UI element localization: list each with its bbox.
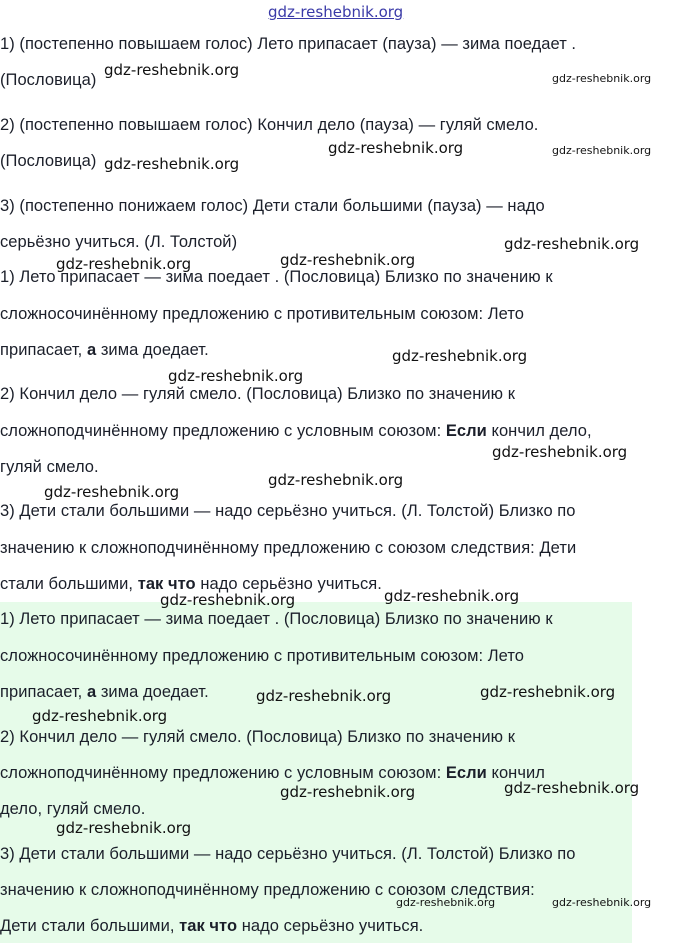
section1-line-2: (Пословица) bbox=[0, 71, 97, 89]
watermark: gdz-reshebnik.org bbox=[396, 896, 496, 909]
watermark: gdz-reshebnik.org bbox=[168, 367, 304, 385]
section3-line-5c: кончил bbox=[486, 764, 545, 782]
watermark-top: gdz-reshebnik.org bbox=[268, 3, 404, 21]
watermark: gdz-reshebnik.org bbox=[160, 591, 296, 609]
section1-line-1: 1) (постепенно повышаем голос) Лето припасает (пауза) — зима поедает . bbox=[0, 35, 577, 53]
section3-line-3a: припасает, bbox=[0, 683, 87, 701]
watermark: gdz-reshebnik.org bbox=[280, 783, 416, 801]
watermark: gdz-reshebnik.org bbox=[552, 896, 652, 909]
section2-line-4: 2) Кончил дело — гуляй смело. (Пословица) Близко по значению к bbox=[0, 385, 515, 403]
section3-line-5-bold: Если bbox=[445, 764, 487, 782]
watermark: gdz-reshebnik.org bbox=[392, 347, 528, 365]
section3-line-9a: Дети стали большими, bbox=[0, 917, 180, 935]
watermark: gdz-reshebnik.org bbox=[104, 155, 240, 173]
section3-line-7: 3) Дети стали большими — надо серьёзно учиться. (Л. Толстой) Близко по bbox=[0, 845, 576, 863]
section3-line-1: 1) Лето припасает — зима поедает . (Пословица) Близко по значению к bbox=[0, 610, 553, 628]
watermark: gdz-reshebnik.org bbox=[504, 779, 640, 797]
watermark: gdz-reshebnik.org bbox=[256, 687, 392, 705]
watermark: gdz-reshebnik.org bbox=[56, 819, 192, 837]
watermark: gdz-reshebnik.org bbox=[104, 61, 240, 79]
section2-line-7: 3) Дети стали большими — надо серьёзно учиться. (Л. Толстой) Близко по bbox=[0, 502, 576, 520]
section3-line-3 bbox=[0, 682, 209, 702]
section3-line-3-bold: а bbox=[86, 683, 97, 701]
watermark: gdz-reshebnik.org bbox=[384, 587, 520, 605]
section2-line-1: 1) Лето припасает — зима поедает . (Пословица) Близко по значению к bbox=[0, 268, 553, 286]
watermark: gdz-reshebnik.org bbox=[552, 72, 652, 85]
section2-line-9c: надо серьёзно учиться. bbox=[195, 575, 382, 593]
section3-line-4: 2) Кончил дело — гуляй смело. (Пословица) Близко по значению к bbox=[0, 728, 515, 746]
section3-line-5 bbox=[0, 763, 545, 783]
section2-line-3-bold: а bbox=[86, 341, 97, 359]
section3-line-9-bold: так что bbox=[179, 917, 238, 935]
watermark: gdz-reshebnik.org bbox=[268, 471, 404, 489]
watermark: gdz-reshebnik.org bbox=[492, 443, 628, 461]
watermark: gdz-reshebnik.org bbox=[32, 707, 168, 725]
section2-line-5a: сложноподчинённому предложению с условным союзом: bbox=[0, 422, 446, 440]
section2-line-9a: стали большими, bbox=[0, 575, 138, 593]
section2-line-2: сложносочинённому предложению с противительным союзом: Лето bbox=[0, 305, 525, 323]
section2-line-3 bbox=[0, 340, 209, 360]
section3-line-8: значению к сложноподчинённому предложению с союзом следствия: bbox=[0, 881, 535, 899]
watermark: gdz-reshebnik.org bbox=[504, 235, 640, 253]
section2-line-3c: зима доедает. bbox=[96, 341, 209, 359]
section2-line-5-bold: Если bbox=[445, 422, 487, 440]
watermark: gdz-reshebnik.org bbox=[56, 255, 192, 273]
watermark: gdz-reshebnik.org bbox=[552, 144, 652, 157]
section2-line-8: значению к сложноподчинённому предложению с союзом следствия: Дети bbox=[0, 539, 577, 557]
watermark: gdz-reshebnik.org bbox=[480, 683, 616, 701]
watermark: gdz-reshebnik.org bbox=[280, 251, 416, 269]
section3-line-5a: сложноподчинённому предложению с условным союзом: bbox=[0, 764, 446, 782]
watermark: gdz-reshebnik.org bbox=[328, 139, 464, 157]
section3-line-2: сложносочинённому предложению с противительным союзом: Лето bbox=[0, 647, 525, 665]
section1-line-6: серьёзно учиться. (Л. Толстой) bbox=[0, 233, 238, 251]
section2-line-6: гуляй смело. bbox=[0, 458, 99, 476]
section1-line-5: 3) (постепенно понижаем голос) Дети стали большими (пауза) — надо bbox=[0, 197, 545, 215]
watermark: gdz-reshebnik.org bbox=[44, 483, 180, 501]
section2-line-5 bbox=[0, 421, 592, 441]
section2-line-3a: припасает, bbox=[0, 341, 87, 359]
section2-line-5c: кончил дело, bbox=[486, 422, 592, 440]
section2-line-9-bold: так что bbox=[137, 575, 196, 593]
section3-line-9 bbox=[0, 916, 423, 936]
section3-line-6: дело, гуляй смело. bbox=[0, 800, 146, 818]
section3-line-3c: зима доедает. bbox=[96, 683, 209, 701]
section1-line-3: 2) (постепенно повышаем голос) Кончил дело (пауза) — гуляй смело. bbox=[0, 116, 539, 134]
section1-line-4: (Пословица) bbox=[0, 152, 97, 170]
section3-line-9c: надо серьёзно учиться. bbox=[237, 917, 424, 935]
